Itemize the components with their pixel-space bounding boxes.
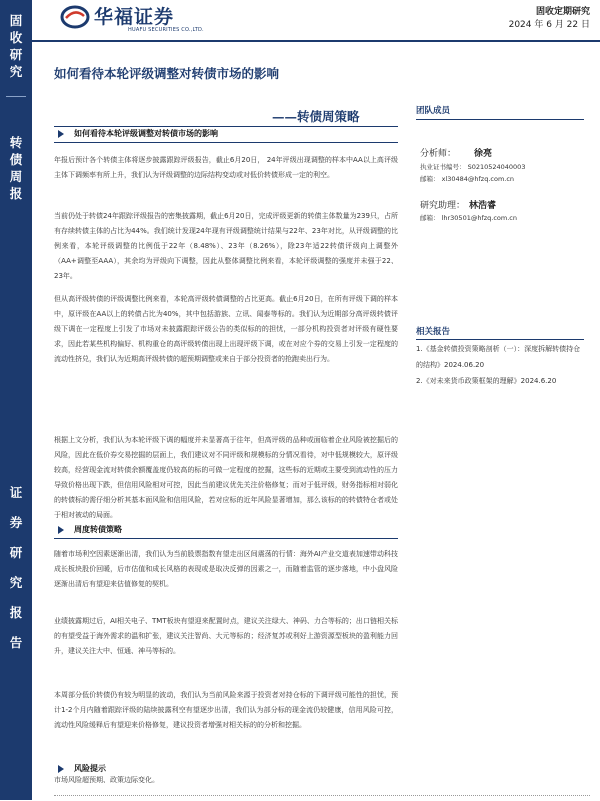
analyst-name: 徐亮 xyxy=(474,149,493,159)
paragraph: 当前仍处于转债24年跟踪评级报告的密集披露期，截止6月20日，完成评级更新的转债主体数量为239只，占所有存续转债主体的占比为44%。我们统计发现24年现有评级调整统计结果与22年、23年对比，从评级调整的比例来看，本轮评级调整的比例低于22年（8.48%）、23年（8.26%），除23年适22转债评级向上调整外（AA+调整至AAA），其余均为评级向下调整，因此从整体调整比例来看，本轮评级调整的强度并未强于22、23年。 xyxy=(54,212,398,280)
sidebar-label-char: 报 xyxy=(9,605,23,620)
related-report-item[interactable]: 1.《基金转债投资策略剖析（一）：深度拆解转债持仓的结构》2024.06.20 xyxy=(416,345,581,369)
paragraph: 本周部分低价转债仍有较为明显的波动，我们认为当前风险来源于投资者对持仓标的下调评级可能性的担忧，预计1-2个月内随着跟踪评级的陆续披露利空有望逐步出清，我们认为部分标的现金流仍较健康，信用风险可控，流动性风险缓释后有望迎来价格修复，建议投资者增强对相关标的的分析和挖掘。 xyxy=(54,691,398,729)
triangle-bullet-icon xyxy=(58,765,64,773)
report-kind: 固收定期研究 xyxy=(535,7,590,17)
header-divider xyxy=(32,40,600,42)
assistant-email: 邮箱： lhr30501@hfzq.com.cn xyxy=(420,214,517,222)
triangle-bullet-icon xyxy=(58,130,64,138)
sidebar-divider xyxy=(6,96,26,97)
sidebar-label xyxy=(0,478,32,658)
footer-divider xyxy=(54,795,590,801)
assistant-role: 研究助理： xyxy=(420,201,466,211)
section-heading xyxy=(54,763,398,774)
logo-mark-icon xyxy=(60,4,90,30)
paragraph: 根据上文分析，我们认为本轮评级下调的幅度并未显著高于往年，但高评级的品种或面临着企业风险被挖掘后的风险，因此在低价券交易挖掘的层面上，我们建议对不同评级和规模标的分情况看待，对中低规模较大，原评级较高，经营现金流对转债余额覆盖度仍较高的标的可做一定程度的挖掘，这些标的近期或主要受到流动性的压力导致价格出现下跌，但信用风险相对可控，因此当前建议优先关注价格修复；而对于低评级，财务指标相对弱化的转债标的需仔细分析其基本面风险和信用风险，若对应标的近年风险显著增加，那么该标的的转债特仓者或处于相对被动的局面。 xyxy=(54,436,398,519)
header-meta xyxy=(509,6,590,32)
sidebar-category-char: 固 xyxy=(9,13,23,28)
analyst-email: 邮箱： xl30484@hfzq.com.cn xyxy=(420,175,515,183)
related-report-item[interactable]: 2.《对未来货币政策框架的理解》2024.6.20 xyxy=(416,377,557,385)
paragraph: 年报后预计各个转债主体将逐步披露跟踪评级报告，截止6月20日， 24年评级出现调整的样本中AA以上高评级主体下调频率有所上升，我们认为评级调整的边际结构变动或对低价转债形成一定的利空。 xyxy=(54,156,398,179)
sidebar-category xyxy=(0,12,32,80)
section-heading-text: 周度转债策略 xyxy=(74,525,122,534)
sidebar-category-char: 研 xyxy=(9,47,23,62)
sidebar-report-type xyxy=(0,134,32,202)
section-heading-text: 如何看待本轮评级调整对转债市场的影响 xyxy=(74,129,218,138)
sidebar-category-char: 究 xyxy=(9,64,23,79)
related-heading: 相关报告 xyxy=(416,327,451,337)
assistant-name: 林浩睿 xyxy=(469,201,497,211)
sidebar-report-type-char: 债 xyxy=(9,152,23,167)
report-title: 如何看待本轮评级调整对转债市场的影响 xyxy=(54,66,280,81)
sidebar-label-char: 研 xyxy=(9,545,23,560)
logo-text-cn: 华福证券 xyxy=(94,6,175,28)
sidebar-label-char: 告 xyxy=(9,635,23,650)
analyst-line xyxy=(420,148,492,160)
sidebar-label-char: 究 xyxy=(9,575,23,590)
report-date: 2024 年 6 月 22 日 xyxy=(508,20,590,30)
section-heading-text: 风险提示 xyxy=(74,764,106,773)
section-divider xyxy=(54,538,398,539)
sidebar-report-type-char: 转 xyxy=(9,135,23,150)
sidebar-report-type-char: 周 xyxy=(9,169,23,184)
triangle-bullet-icon xyxy=(58,526,64,534)
team-divider xyxy=(416,119,584,120)
sidebar-label-char: 证 xyxy=(9,485,23,500)
risk-text: 市场风险超预期、政策边际变化。 xyxy=(54,776,159,784)
analyst-role: 分析师： xyxy=(420,149,457,159)
team-heading: 团队成员 xyxy=(416,106,451,116)
left-sidebar xyxy=(0,0,32,800)
sidebar-label-char: 券 xyxy=(9,515,23,530)
report-subtitle: ——转债周策略 xyxy=(272,109,360,124)
sidebar-report-type-char: 报 xyxy=(9,186,23,201)
title-divider xyxy=(54,126,398,127)
sidebar-category-char: 收 xyxy=(9,30,23,45)
paragraph: 但从高评级转债的评级调整比例来看，本轮高评级转债调整的占比更高。截止6月20日，在所有评级下调的样本中，原评级在AA以上的转债占比为40%，其中包括游族、立讯、闻泰等标的。我们认为近期部分高评级转债评级下调在一定程度上引发了市场对未披露跟踪评级公告的类似标的的担忧，一部分机构投资者对评级有硬性要求，因此若某些机构偏好、机构重仓的高评级转债出现上出现评级下调，或在对应个券的交易上引发一定程度的流动性挤兑，我们认为近期高评级转债的超预期调整或来自于部分投资者的抢跑卖出行为。 xyxy=(54,295,398,363)
paragraph: 业绩披露期过后，AI相关电子、TMT板块有望迎来配置时点，建议关注绿大、神码、力合等标的；出口链相关标的有望受益于海外需求的温和扩张，建议关注智尚、大元等标的；经济复苏或利好上游资源型板块的盈利能力回升，建议关注大中、恒通、神马等标的。 xyxy=(54,617,398,655)
logo-text-en: HUAFU SECURITIES CO.,LTD. xyxy=(128,27,204,33)
analyst-cert: 执业证书编号： S0210524040003 xyxy=(420,163,526,171)
assistant-line xyxy=(420,200,496,212)
section-heading xyxy=(54,128,398,139)
section-divider xyxy=(54,142,398,143)
related-divider xyxy=(416,339,584,340)
paragraph: 随着市场利空因素逐渐出清，我们认为当前股票指数有望走出区间震荡的行情：海外AI产业交道表加速带动科技成长板块股价回暖，后市估值和成长风格的表现或是取决反弹的因素之一，而随着监管的逐步落地，中小盘风险逐渐出清后有望迎来估值修复的契机。 xyxy=(54,550,398,588)
section-heading xyxy=(54,524,398,535)
